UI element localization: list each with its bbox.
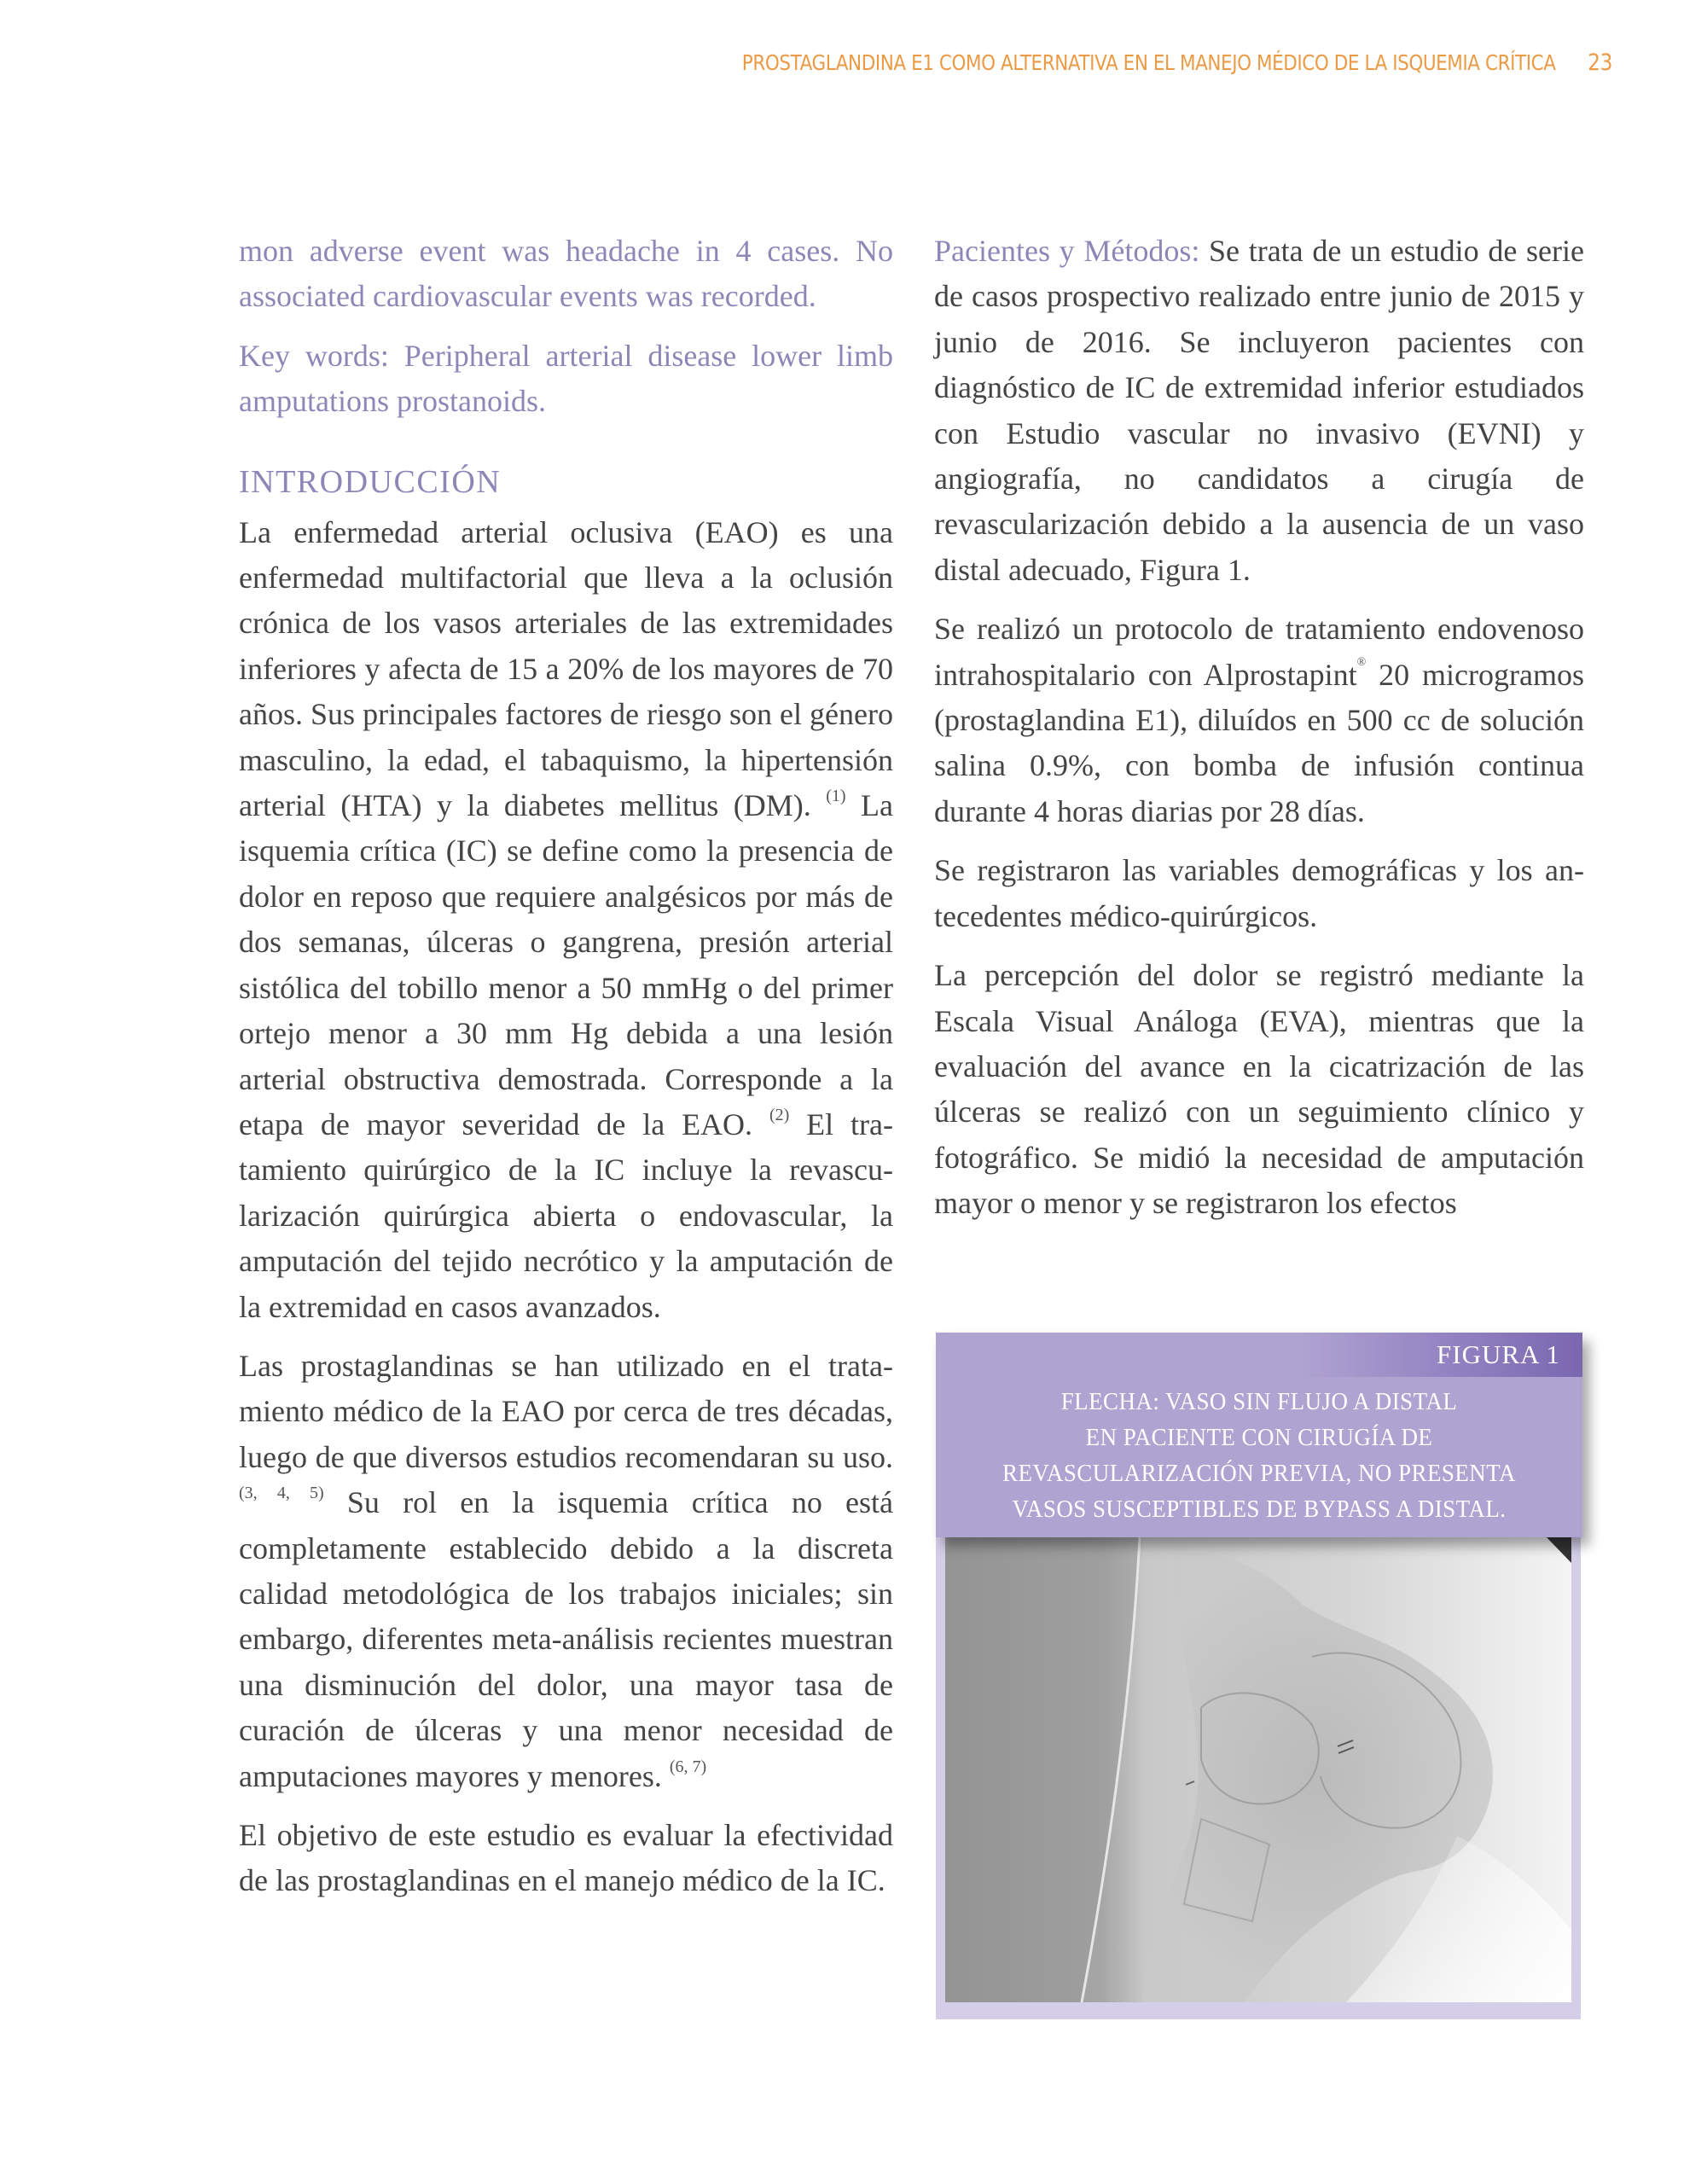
text-run: Se trata de un estudio de serie de casos prospectivo realizado entre junio de 2015 y junio de 2016. Se incluyeron pacientes con diagnóstico de IC de extremidad inferior estudiados con Estudio vascular no invasivo (EVNI) y angiografía, no candidatos a cirugía de revascularización debido a la ausencia de un vaso distal adecuado, Figura 1. xyxy=(934,234,1584,587)
text-run: La isquemia crítica (IC) se define como la presencia de dolor en reposo que requiere analgésicos por más de dos semanas, úlceras o gangrena, presión arterial sistólica del tobillo menor a 50 mmHg o del primer ortejo menor a 30 mm Hg debida a una lesión arterial obstructiva demostrada. Corresponde a la etapa de mayor severidad de la EAO. xyxy=(239,788,893,1141)
keywords: Key words: Peripheral arterial disease lower limb amputations prostanoids. xyxy=(239,338,893,419)
intro-paragraph-1 xyxy=(239,510,893,1330)
angiography-image xyxy=(945,1537,1571,2002)
text-run: 20 microgramos (prostaglandina E1), diluídos en 500 cc de solución salina 0.9%, con bomba de infusión continua durante 4 horas diarias por 28 días. xyxy=(934,657,1584,828)
text-run: El tratamiento quirúrgico de la IC incluye la revascularización quirúrgica abierta o endovascular, la amputación del tejido necrótico y la amputación de la extremidad en casos avanzados. xyxy=(239,1107,894,1324)
caption-line: REVASCULARIZACIÓN PREVIA, NO PRESENTA xyxy=(1002,1460,1516,1487)
figure-caption-box xyxy=(936,1333,1582,1537)
text-run: Se realizó un protocolo de tratamiento endovenoso intrahospitalario con Alprostapint xyxy=(934,612,1584,692)
methods-lead-heading: Pacientes y Métodos: xyxy=(934,234,1200,268)
left-column xyxy=(239,229,893,1918)
figure-caption xyxy=(959,1384,1560,1527)
figure-1 xyxy=(936,1333,1581,2019)
xray-foot-illustration xyxy=(945,1537,1571,2002)
methods-paragraph-4: La percepción del dolor se registró mediante la Escala Visual Análoga (EVA), mientras que la evaluación del avance en la cicatrización de las úlceras se realizó con un seguimiento clínico y fotográfico. Se midió la necesidad de amputación mayor o menor y se registraron los efectos xyxy=(934,958,1584,1221)
citation-ref: (3, 4, 5) xyxy=(239,1484,324,1503)
intro-paragraph-2 xyxy=(239,1344,893,1799)
caption-line: FLECHA: VASO SIN FLUJO A DISTAL xyxy=(1060,1388,1458,1415)
section-heading-introduccion: INTRODUCCIÓN xyxy=(239,463,502,500)
running-header xyxy=(666,49,1612,76)
methods-paragraph-2 xyxy=(934,607,1584,834)
text-run: Su rol en la isquemia crítica no está completamente establecido debido a la discreta calidad metodológica de los trabajos iniciales; sin embargo, diferentes meta-análisis recientes muestran una disminución del dolor, una mayor tasa de curación de úlceras y una menor necesidad de amputaciones mayores y menores. xyxy=(239,1485,893,1793)
running-title: PROSTAGLANDINA E1 COMO ALTERNATIVA EN EL MANEJO MÉDICO DE LA ISQUEMIA CRÍTICA xyxy=(741,50,1556,75)
caption-line: VASOS SUSCEPTIBLES DE BYPASS A DISTAL. xyxy=(1012,1496,1507,1523)
citation-ref: (1) xyxy=(826,787,846,806)
methods-paragraph-1 xyxy=(934,229,1584,593)
right-column xyxy=(934,229,1584,1240)
citation-ref: (2) xyxy=(769,1105,790,1124)
caption-line: EN PACIENTE CON CIRUGÍA DE xyxy=(1085,1424,1433,1451)
intro-paragraph-3: El objetivo de este estudio es evaluar la efectividad de las prostaglandinas en el manejo médico de la IC. xyxy=(239,1818,893,1898)
abstract-continuation: mon adverse event was headache in 4 cases. No associated cardiovascular events was recorded. xyxy=(239,234,893,314)
page-number: 23 xyxy=(1588,49,1612,76)
figure-label: FIGURA 1 xyxy=(1301,1333,1582,1377)
citation-ref: (6, 7) xyxy=(669,1757,707,1776)
registered-mark: ® xyxy=(1356,655,1367,669)
methods-paragraph-3: Se registraron las variables demográficas y los antecedentes médico-quirúrgicos. xyxy=(934,853,1584,933)
text-run: La enfermedad arterial oclusiva (EAO) es una enfermedad multifactorial que lleva a la oclusión crónica de los vasos arteriales de las extremidades inferiores y afecta de 15 a 20% de los mayores de 70 años. Sus principales factores de riesgo son el género masculino, la edad, el tabaquismo, la hipertensión arterial (HTA) y la diabetes mellitus (DM). xyxy=(239,514,893,823)
text-run: Las prostaglandinas se han utilizado en el tratamiento médico de la EAO por cerca de tres décadas, luego de que diversos estudios recomendaran su uso. xyxy=(239,1348,893,1474)
